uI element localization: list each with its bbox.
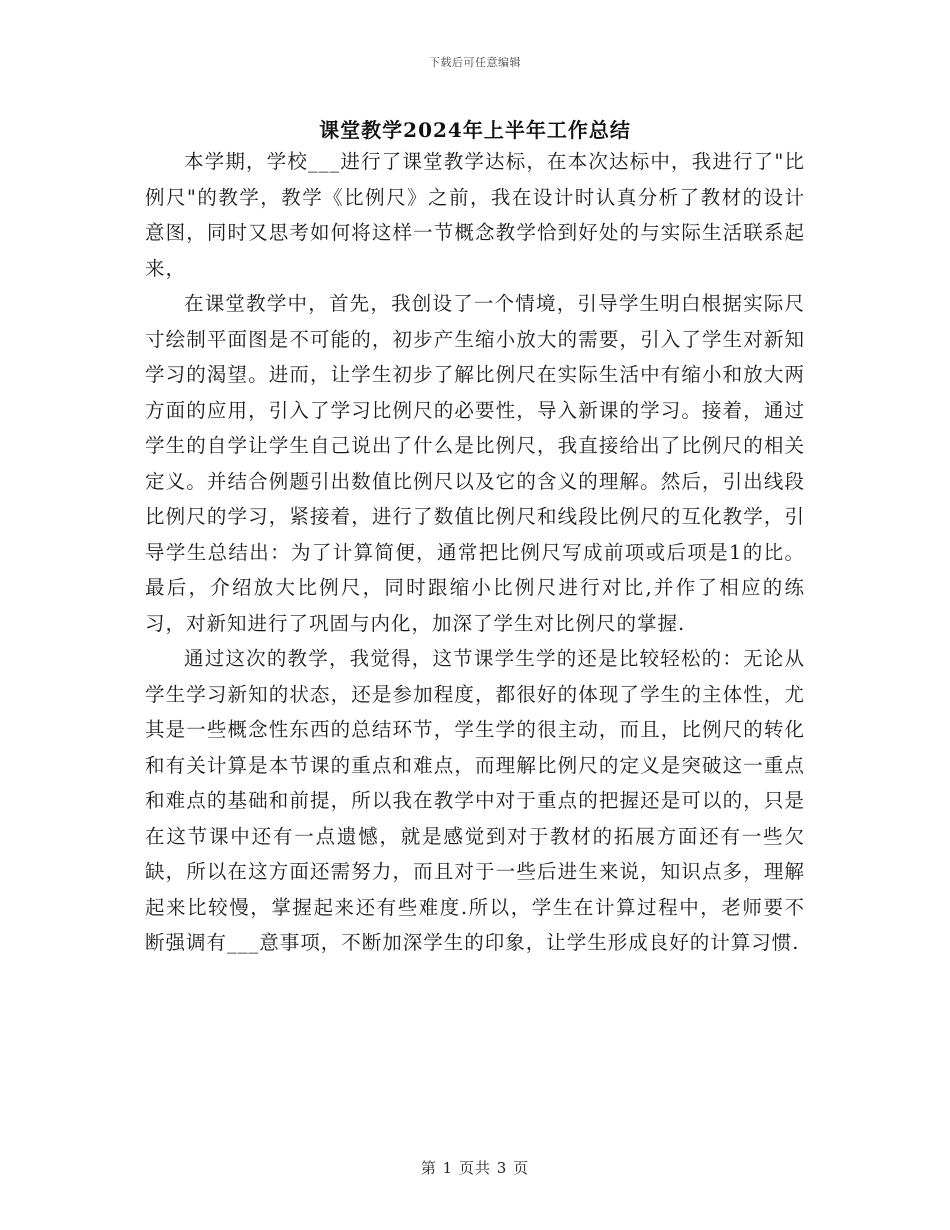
paragraph-2: 在课堂教学中，首先，我创设了一个情境，引导学生明白根据实际尺寸绘制平面图是不可能的，初步产生缩小放大的需要，引入了学生对新知学习的渴望。进而，让学生初步了解比例尺在实际生活中有缩小和放大两方面的应用，引入了学习比例尺的必要性，导入新课的学习。接着，通过学生的自学让学生自己说出了什么是比例尺，我直接给出了比例尺的相关定义。并结合例题引出数值比例尺以及它的含义的理解。然后，引出线段比例尺的学习，紧接着，进行了数值比例尺和线段比例尺的互化教学，引导学生总结出：为了计算简便，通常把比例尺写成前项或后项是1的比。最后，介绍放大比例尺，同时跟缩小比例尺进行对比,并作了相应的练习，对新知进行了巩固与内化，加深了学生对比例尺的掌握. <box>145 292 805 635</box>
header-note: 下载后可任意编辑 <box>429 56 521 69</box>
paragraph-3: 通过这次的教学，我觉得，这节课学生学的还是比较轻松的：无论从学生学习新知的状态，还是参加程度，都很好的体现了学生的主体性，尤其是一些概念性东西的总结环节，学生学的很主动，而且，比例尺的转化和有关计算是本节课的重点和难点，而理解比例尺的定义是突破这一重点和难点的基础和前提，所以我在教学中对于重点的把握还是可以的，只是在这节课中还有一点遗憾，就是感觉到对于教材的拓展方面还有一些欠缺，所以在这方面还需努力，而且对于一些后进生来说，知识点多，理解起来比较慢，掌握起来还有些难度.所以，学生在计算过程中，老师要不断强调有___意事项，不断加深学生的印象，让学生形成良好的计算习惯. <box>145 647 805 954</box>
document-title: 课堂教学2024年上半年工作总结 <box>319 118 631 142</box>
paragraph-1: 本学期，学校___进行了课堂教学达标，在本次达标中，我进行了"比例尺"的教学，教学《比例尺》之前，我在设计时认真分析了教材的设计意图，同时又思考如何将这样一节概念教学恰到好处的与实际生活联系起来， <box>145 150 805 280</box>
document-body <box>145 144 805 961</box>
page-number: 第 1 页共 3 页 <box>420 1159 530 1177</box>
